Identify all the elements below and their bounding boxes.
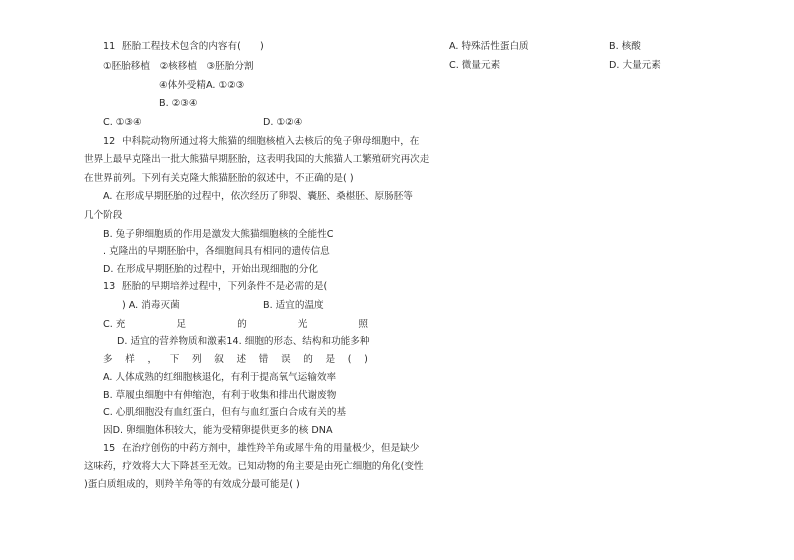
q12-line3: 在世界前列。下列有关克隆大熊猫胚胎的叙述中，不正确的是( ) xyxy=(84,173,354,184)
q13-option-b: B. 适宜的温度 xyxy=(263,300,324,311)
q12-option-b: B. 兔子卵细胞质的作用是激发大熊猫细胞核的全能性C xyxy=(103,229,334,240)
q13-stem: 胚胎的早期培养过程中，下列条件不是必需的是( xyxy=(122,281,328,292)
q14-stem-char: ) xyxy=(364,354,368,365)
q14-option-b: B. 草履虫细胞中有伸缩泡，有利于收集和排出代谢废物 xyxy=(103,390,337,401)
q11-number: 11 xyxy=(103,41,116,52)
q11-options-line1: ①胚胎移植 ②核移植 ③胚胎分割 xyxy=(103,61,254,72)
q11-stem: 胚胎工程技术包含的内容有( ) xyxy=(122,41,264,52)
q12-option-a2: 几个阶段 xyxy=(84,210,123,221)
q13-option-c-char: 光 xyxy=(297,319,308,330)
q15-option-b: B. 核酸 xyxy=(609,41,641,52)
q14-stem-char: 误 xyxy=(281,354,291,365)
q14-stem-char: 样 xyxy=(125,354,135,365)
q13-number: 13 xyxy=(103,281,116,292)
q11-option-c: C. ①③④ xyxy=(103,117,142,128)
q15-number: 15 xyxy=(103,443,116,454)
q15-line3: )蛋白质组成的，则羚羊角等的有效成分最可能是( ) xyxy=(84,479,300,490)
q12-line2: 世界上最早克隆出一批大熊猫早期胚胎，这表明我国的大熊猫人工繁殖研究再次走 xyxy=(84,154,430,165)
q14-stem-char: 错 xyxy=(258,354,269,365)
q14-stem-char: 列 xyxy=(192,354,202,365)
q11-option-d: D. ①②④ xyxy=(263,117,303,128)
q15-option-d: D. 大量元素 xyxy=(609,60,661,71)
q14-stem-char: 多 xyxy=(103,354,113,365)
q14-option-a: A. 人体成熟的红细胞核退化，有利于提高氧气运输效率 xyxy=(103,372,337,383)
q14-stem-char: 叙 xyxy=(214,354,224,365)
q14-stem-char: ( xyxy=(347,354,352,365)
q13-option-d-line: D. 适宜的营养物质和激素14. 细胞的形态、结构和功能多种 xyxy=(117,336,370,347)
q13-option-c-char: 足 xyxy=(176,319,187,330)
q12-line1: 中科院动物所通过将大熊猫的细胞核植入去核后的兔子卵母细胞中，在 xyxy=(122,136,420,147)
q15-option-c: C. 微量元素 xyxy=(449,60,501,71)
q12-option-d: D. 在形成早期胚胎的过程中，开始出现细胞的分化 xyxy=(103,264,318,275)
q15-line1: 在治疗创伤的中药方剂中，雄性羚羊角或犀牛角的用量极少，但是缺少 xyxy=(122,443,420,454)
q14-option-c1: C. 心肌细胞没有血红蛋白，但有与血红蛋白合成有关的基 xyxy=(103,407,347,418)
q12-option-c: . 克隆出的早期胚胎中，各细胞间具有相同的遗传信息 xyxy=(103,246,330,257)
q14-stem-char: 的 xyxy=(303,354,313,365)
q14-stem-char: 述 xyxy=(236,354,247,365)
q13-option-c-char: C. 充 xyxy=(103,319,126,330)
q11-option-b: B. ②③④ xyxy=(159,98,198,109)
q13-option-c-char: 照 xyxy=(358,319,368,330)
q14-stem-char: ， xyxy=(147,354,158,365)
q14-stem xyxy=(103,354,368,366)
q15-line2: 这味药，疗效将大大下降甚至无效。已知动物的角主要是由死亡细胞的角化(变性 xyxy=(84,461,424,472)
q15-option-a: A. 特殊活性蛋白质 xyxy=(449,41,529,52)
q14-stem-char: 是 xyxy=(325,354,336,365)
q12-number: 12 xyxy=(103,136,116,147)
q14-stem-char: 下 xyxy=(169,354,180,365)
q14-option-c2: 因D. 卵细胞体积较大，能为受精卵提供更多的核 DNA xyxy=(103,425,333,436)
q11-options-line2: ④体外受精A. ①②③ xyxy=(159,80,245,91)
q12-option-a1: A. 在形成早期胚胎的过程中，依次经历了卵裂、囊胚、桑椹胚、原肠胚等 xyxy=(103,191,413,202)
q13-option-c xyxy=(103,319,368,331)
q13-option-a: ) A. 消毒灭菌 xyxy=(122,300,180,311)
q13-option-c-char: 的 xyxy=(237,319,247,330)
